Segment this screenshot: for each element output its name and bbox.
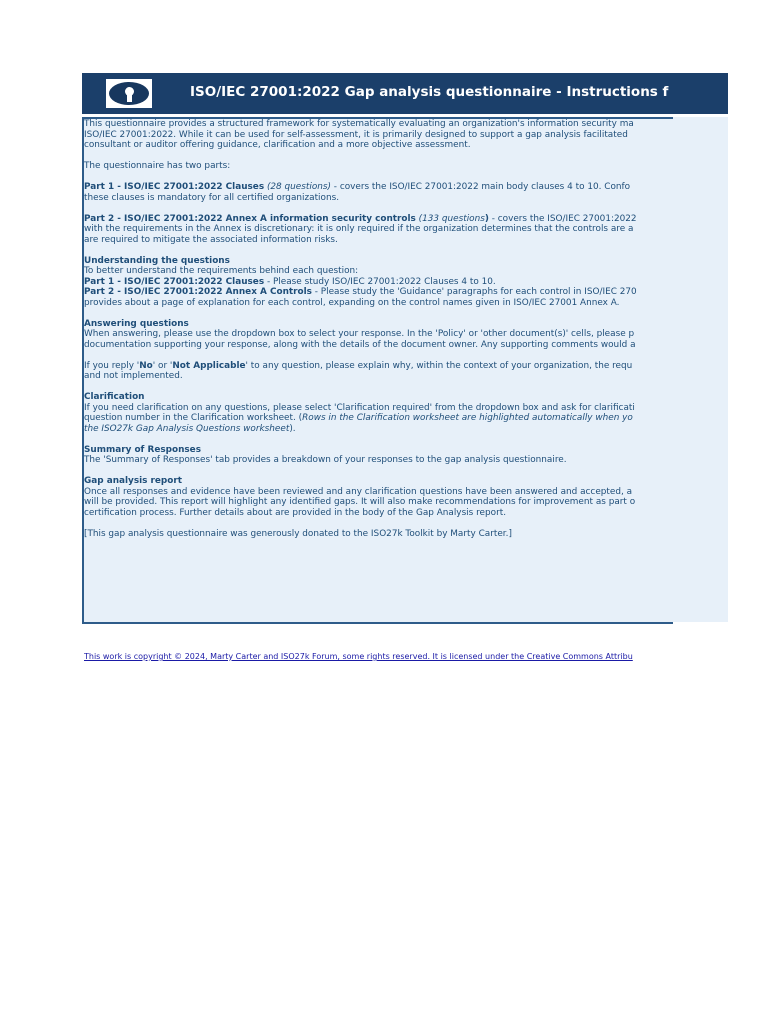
clarification-heading: Clarification (84, 392, 145, 402)
panel-border-bottom (82, 622, 673, 624)
intro-line: This questionnaire provides a structured framework for systematically evaluating an organization's information security ma (84, 119, 634, 129)
understanding-line: provides about a page of explanation for each control, expanding on the control names given in ISO/IEC 27001 Annex A. (84, 297, 620, 308)
summary-heading: Summary of Responses (84, 444, 201, 455)
clarification-line: question number in the Clarification worksheet. (Rows in the Clarification worksheet are highlighted automatically when yo (84, 413, 633, 423)
instructions-text (84, 119, 673, 619)
answering-line: When answering, please use the dropdown box to select your response. In the 'Policy' or 'other document(s)' cells, please p (84, 329, 635, 339)
donation-note: [This gap analysis questionnaire was generously donated to the ISO27k Toolkit by Marty Carter.] (84, 528, 512, 539)
summary-line: The 'Summary of Responses' tab provides a breakdown of your responses to the gap analysis questionnaire. (84, 455, 567, 465)
part2-line: Part 2 - ISO/IEC 27001:2022 Annex A information security controls (133 questions) - covers the ISO/IEC 27001:2022 (84, 213, 637, 224)
part1-title: Part 1 - ISO/IEC 27001:2022 Clauses (84, 182, 265, 192)
clarification-line: If you need clarification on any questions, please select 'Clarification required' from the dropdown box and ask for clarificati (84, 402, 635, 413)
answering-line: documentation supporting your response, along with the details of the document owner. Any supporting comments would a (84, 339, 636, 350)
report-heading: Gap analysis report (84, 476, 183, 486)
copyright-license-link[interactable]: This work is copyright © 2024, Marty Carter and ISO27k Forum, some rights reserved. It is licensed under the Creative Commons Attribu (84, 652, 633, 661)
intro-line: ISO/IEC 27001:2022. While it can be used for self-assessment, it is primarily designed to support a gap analysis facilitated (84, 129, 628, 140)
page-title: ISO/IEC 27001:2022 Gap analysis questionnaire - Instructions f (190, 84, 669, 100)
part2-title: Part 2 - ISO/IEC 27001:2022 Annex A information security controls (84, 213, 416, 224)
answering-reply-line: If you reply 'No' or 'Not Applicable' to any question, please explain why, within the context of your organization, the requ (84, 360, 633, 371)
part1-count: (28 questions) (266, 182, 331, 192)
understanding-heading: Understanding the questions (84, 255, 230, 266)
intro-parts: The questionnaire has two parts: (84, 161, 231, 171)
answering-line: and not implemented. (84, 371, 183, 381)
answering-heading: Answering questions (84, 318, 189, 329)
part1-line: Part 1 - ISO/IEC 27001:2022 Clauses (28 questions) - covers the ISO/IEC 27001:2022 main body clauses 4 to 10. Confo (84, 182, 631, 192)
part2-line: with the requirements in the Annex is discretionary: it is only required if the organization determines that the controls are a (84, 224, 634, 234)
part1-line: these clauses is mandatory for all certified organizations. (84, 192, 340, 203)
part2-count: (133 questions (418, 213, 485, 224)
keyhole-icon (109, 82, 149, 105)
title-bar (82, 73, 728, 114)
understanding-part1: Part 1 - ISO/IEC 27001:2022 Clauses - Please study ISO/IEC 27001:2022 Clauses 4 to 10. (84, 276, 496, 287)
understanding-part2: Part 2 - ISO/IEC 27001:2022 Annex A Controls - Please study the 'Guidance' paragraphs for each control in ISO/IEC 270 (84, 287, 637, 297)
report-line: will be provided. This report will highlight any identified gaps. It will also make recommendations for improvement as part o (84, 497, 636, 507)
part2-line: are required to mitigate the associated information risks. (84, 234, 338, 245)
report-line: certification process. Further details about are provided in the body of the Gap Analysis report. (84, 507, 507, 518)
report-line: Once all responses and evidence have been reviewed and any clarification questions have been answered and accepted, a (84, 486, 633, 497)
clarification-line: the ISO27k Gap Analysis Questions worksheet). (84, 423, 296, 434)
logo (106, 79, 152, 108)
intro-line: consultant or auditor offering guidance, clarification and a more objective assessment. (84, 140, 471, 150)
understanding-line: To better understand the requirements behind each question: (84, 266, 359, 276)
